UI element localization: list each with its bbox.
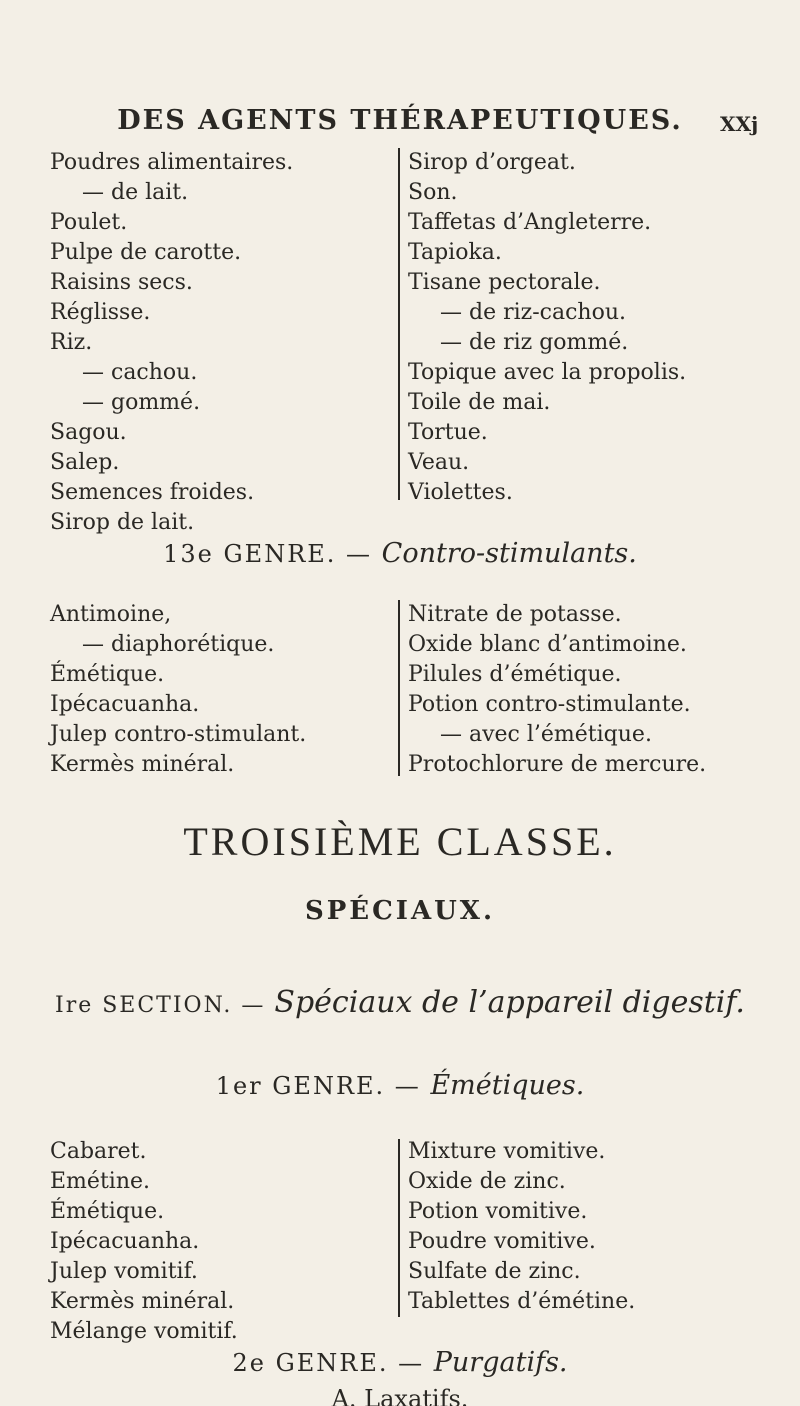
list-item: Riz.: [50, 330, 93, 355]
list-item: Tapioka.: [408, 240, 502, 265]
genre-title: Contro-stimulants.: [381, 538, 637, 569]
list-item: Ipécacuanha.: [50, 1229, 200, 1254]
list-item: Sagou.: [50, 420, 127, 445]
list-item: Potion vomitive.: [408, 1199, 588, 1224]
list-item: Émétique.: [50, 1199, 165, 1224]
list-item: Émétique.: [50, 662, 165, 687]
genre-heading-2: [0, 1347, 800, 1378]
list-column-right: [408, 1137, 768, 1317]
list-item: Poudres alimentaires.: [50, 150, 294, 175]
list-item: Julep contro-stimulant.: [50, 722, 307, 747]
list-item: Pulpe de carotte.: [50, 240, 242, 265]
list-item: Antimoine,: [50, 602, 172, 627]
list-item: Oxide blanc d’antimoine.: [408, 632, 687, 657]
column-divider: [398, 1139, 400, 1317]
section-number: Ire SECTION. —: [55, 993, 275, 1018]
list-item: Sirop de lait.: [50, 510, 195, 535]
genre-heading-13: [0, 538, 800, 569]
list-item: — de riz gommé.: [440, 330, 629, 355]
list-item: Tortue.: [408, 420, 488, 445]
section-heading: [0, 985, 800, 1020]
list-item: — avec l’émétique.: [440, 722, 652, 747]
list-item: Mixture vomitive.: [408, 1139, 606, 1164]
list-item: Protochlorure de mercure.: [408, 752, 707, 777]
running-head: DES AGENTS THÉRAPEUTIQUES.: [117, 105, 683, 136]
list-item: Poulet.: [50, 210, 128, 235]
list-item: Toile de mai.: [408, 390, 551, 415]
list-item: Réglisse.: [50, 300, 151, 325]
list-column-right: [408, 148, 768, 508]
list-item: Pilules d’émétique.: [408, 662, 622, 687]
class-subtitle: SPÉCIAUX.: [304, 896, 496, 926]
list-item: Julep vomitif.: [50, 1259, 198, 1284]
column-divider: [398, 148, 400, 500]
list-item: Nitrate de potasse.: [408, 602, 622, 627]
genre-title: Purgatifs.: [433, 1347, 568, 1378]
genre-number: 2e GENRE. —: [232, 1349, 434, 1377]
genre-title: Émétiques.: [430, 1070, 585, 1101]
list-item: Veau.: [408, 450, 470, 475]
genre-heading-1: [0, 1070, 800, 1101]
list-item: — gommé.: [82, 390, 201, 415]
list-item: — de lait.: [82, 180, 189, 205]
page-number: XXj: [720, 112, 759, 136]
list-item: Violettes.: [408, 480, 513, 505]
list-item: Oxide de zinc.: [408, 1169, 566, 1194]
list-item: Kermès minéral.: [50, 752, 235, 777]
list-item: Cabaret.: [50, 1139, 147, 1164]
list-item: — cachou.: [82, 360, 198, 385]
list-item: Poudre vomitive.: [408, 1229, 596, 1254]
list-column-right: [408, 600, 768, 780]
list-item: Semences froides.: [50, 480, 255, 505]
list-item: Kermès minéral.: [50, 1289, 235, 1314]
list-item: Salep.: [50, 450, 120, 475]
list-item: — de riz-cachou.: [440, 300, 627, 325]
list-item: Sulfate de zinc.: [408, 1259, 581, 1284]
section-title: Spéciaux de l’appareil digestif.: [274, 985, 745, 1020]
list-item: Son.: [408, 180, 458, 205]
list-column-left: [50, 148, 390, 538]
genre-number: 1er GENRE. —: [215, 1072, 431, 1100]
list-item: Taffetas d’Angleterre.: [408, 210, 652, 235]
column-divider: [398, 600, 400, 776]
list-item: Mélange vomitif.: [50, 1319, 238, 1344]
list-item: Ipécacuanha.: [50, 692, 200, 717]
list-item: Emétine.: [50, 1169, 150, 1194]
list-item: — diaphorétique.: [82, 632, 275, 657]
list-item: Potion contro-stimulante.: [408, 692, 691, 717]
list-column-left: [50, 600, 390, 780]
list-item: Sirop d’orgeat.: [408, 150, 576, 175]
genre-number: 13e GENRE. —: [163, 540, 382, 568]
list-item: Topique avec la propolis.: [408, 360, 687, 385]
subsection-heading: A. Laxatifs.: [331, 1385, 469, 1406]
list-item: Tisane pectorale.: [408, 270, 601, 295]
list-column-left: [50, 1137, 390, 1347]
class-title: TROISIÈME CLASSE.: [183, 819, 617, 864]
list-item: Raisins secs.: [50, 270, 193, 295]
list-item: Tablettes d’émétine.: [408, 1289, 636, 1314]
